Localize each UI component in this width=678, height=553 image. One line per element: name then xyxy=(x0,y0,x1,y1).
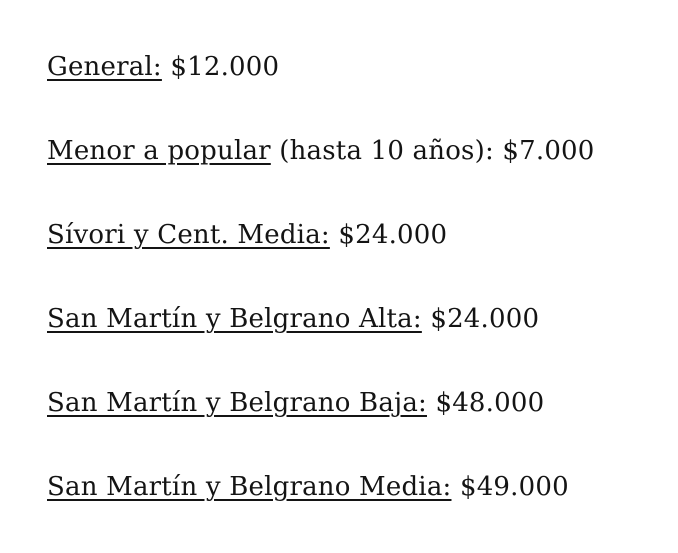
category-link-sanmartin-belgrano-alta[interactable]: San Martín y Belgrano Alta: xyxy=(47,304,422,334)
category-link-sanmartin-belgrano-baja[interactable]: San Martín y Belgrano Baja: xyxy=(47,388,427,418)
price-text: $12.000 xyxy=(161,52,280,82)
category-link-menor-popular[interactable]: Menor a popular xyxy=(47,136,271,166)
price-text: $49.000 xyxy=(451,472,569,502)
price-text: $24.000 xyxy=(329,220,448,250)
category-link-general[interactable]: General: xyxy=(47,52,162,82)
price-line-sanmartin-belgrano-alta xyxy=(47,302,662,337)
price-text: $24.000 xyxy=(421,304,540,334)
price-line-general xyxy=(47,50,662,85)
price-line-sanmartin-belgrano-media xyxy=(47,470,662,505)
price-line-sivori-cent-media xyxy=(47,218,662,253)
category-link-sanmartin-belgrano-media[interactable]: San Martín y Belgrano Media: xyxy=(47,472,452,502)
price-text: $48.000 xyxy=(426,388,545,418)
price-line-menor-popular xyxy=(47,134,662,169)
price-text: (hasta 10 años): $7.000 xyxy=(270,136,595,166)
category-link-sivori-cent-media[interactable]: Sívori y Cent. Media: xyxy=(47,220,330,250)
price-line-sanmartin-belgrano-baja xyxy=(47,386,662,421)
